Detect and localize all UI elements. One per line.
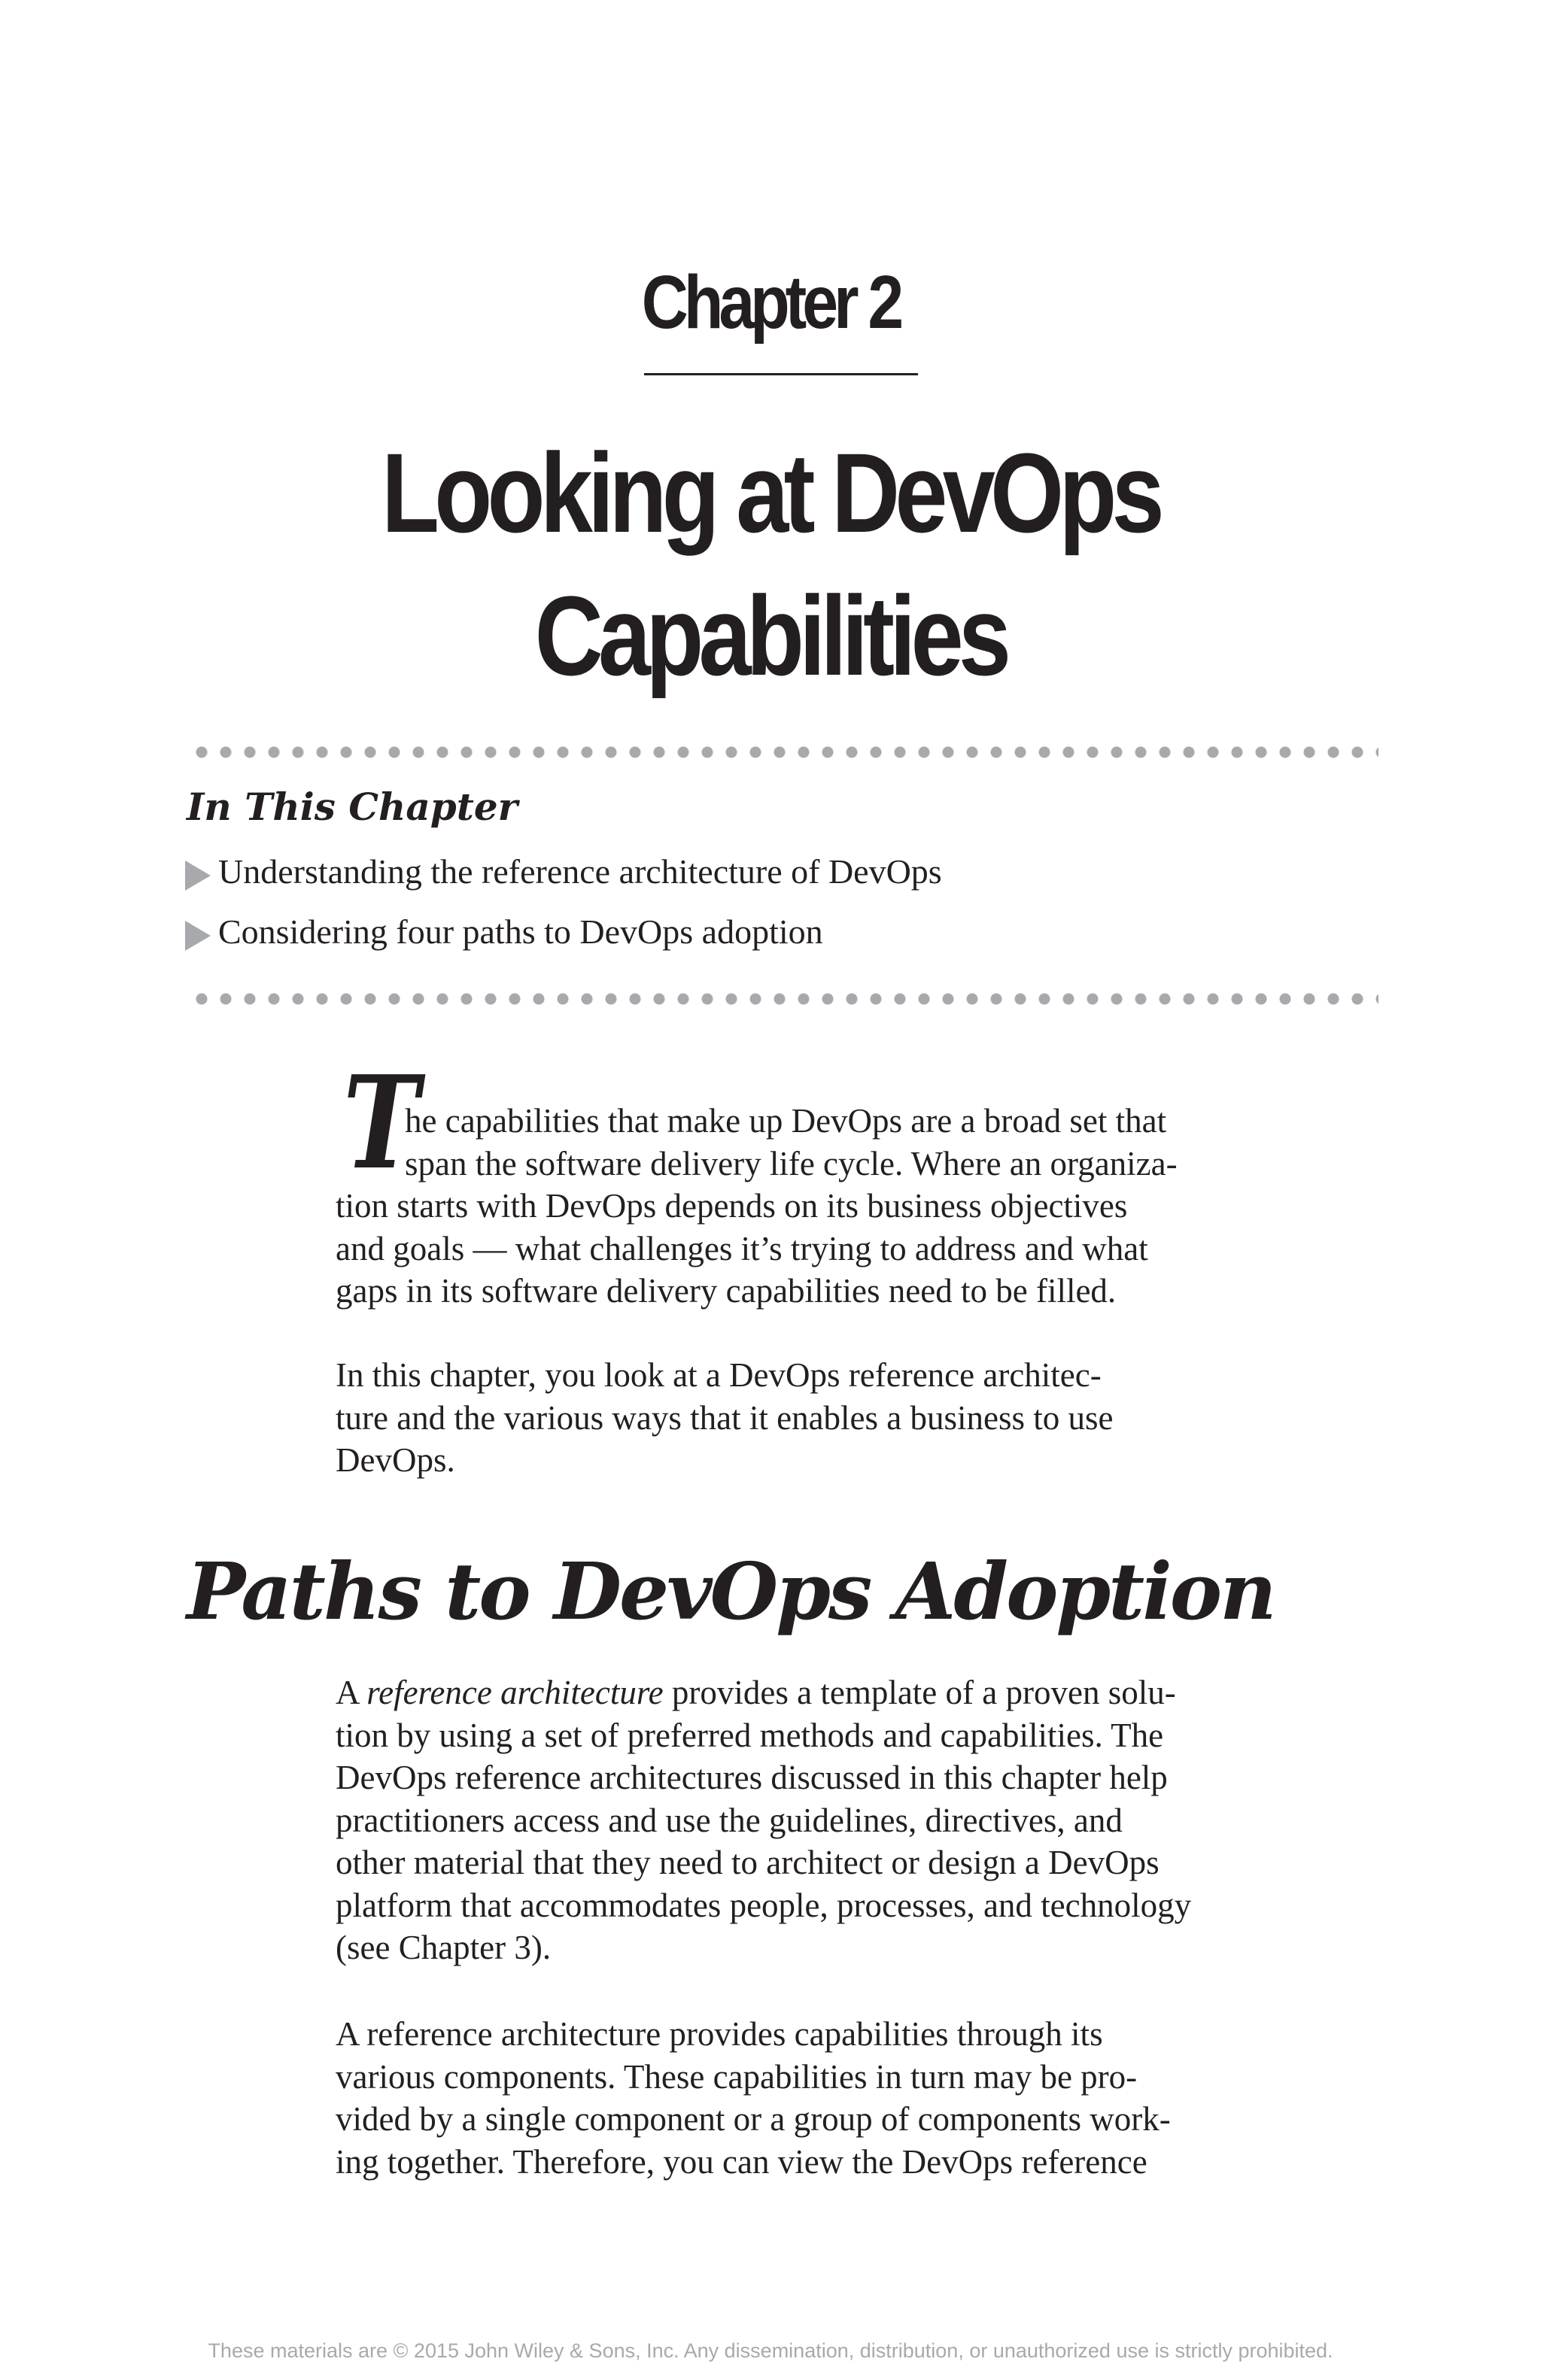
right-triangle-icon bbox=[185, 921, 211, 951]
text-line: and goals — what challenges it’s trying to address and what bbox=[336, 1229, 1148, 1267]
section-paragraph-2 bbox=[336, 2013, 1389, 2183]
text-line: tion by using a set of preferred methods and capabilities. The bbox=[336, 1716, 1164, 1754]
chapter-label-underline bbox=[644, 373, 918, 375]
text-line: tion starts with DevOps depends on its business objectives bbox=[336, 1187, 1128, 1225]
list-item-text: Considering four paths to DevOps adoption bbox=[218, 912, 823, 951]
text-line: In this chapter, you look at a DevOps reference architec- bbox=[336, 1356, 1102, 1394]
text-segment: provides a template of a proven solu- bbox=[663, 1674, 1176, 1711]
text-line: DevOps reference architectures discussed in this chapter help bbox=[336, 1759, 1168, 1796]
dotted-divider-top bbox=[190, 746, 1378, 758]
text-line: he capabilities that make up DevOps are a broad set that bbox=[405, 1102, 1167, 1140]
text-line: (see Chapter 3). bbox=[336, 1929, 552, 1966]
text-line: various components. These capabilities in turn may be pro- bbox=[336, 2057, 1138, 2096]
text-line: DevOps. bbox=[336, 1441, 455, 1479]
text-line: platform that accommodates people, processes, and technology bbox=[336, 1886, 1192, 1924]
text-segment: A bbox=[336, 1674, 367, 1711]
section-paragraph-1 bbox=[336, 1671, 1389, 1969]
text-line: ture and the various ways that it enables a business to use bbox=[336, 1398, 1114, 1437]
list-item-text: Understanding the reference architecture of DevOps bbox=[218, 852, 942, 891]
in-this-chapter-heading: In This Chapter bbox=[187, 785, 518, 829]
text-line bbox=[336, 1671, 1389, 1714]
italic-term: reference architecture bbox=[366, 1674, 664, 1711]
text-line: gaps in its software delivery capabilities need to be filled. bbox=[336, 1272, 1117, 1310]
intro-paragraph-2 bbox=[336, 1354, 1389, 1482]
text-line: span the software delivery life cycle. Where an organiza- bbox=[405, 1144, 1178, 1182]
chapter-title-line: Capabilities bbox=[534, 572, 1007, 699]
list-item bbox=[185, 912, 942, 972]
right-triangle-icon bbox=[185, 861, 211, 891]
drop-cap: T bbox=[343, 1048, 420, 1198]
chapter-topics-list bbox=[185, 852, 942, 972]
text-line: other material that they need to architect or design a DevOps bbox=[336, 1844, 1160, 1881]
copyright-footer: These materials are © 2015 John Wiley & Sons, Inc. Any dissemination, distribution, or unauthorized use is strictly prohibited. bbox=[208, 2339, 1333, 2362]
chapter-title bbox=[123, 421, 1418, 707]
text-line: ing together. Therefore, you can view the DevOps reference bbox=[336, 2142, 1147, 2181]
dotted-divider-bottom bbox=[190, 993, 1378, 1005]
text-line: A reference architecture provides capabilities through its bbox=[336, 2015, 1103, 2053]
list-item bbox=[185, 852, 942, 912]
chapter-label: Chapter 2 bbox=[641, 260, 900, 345]
text-line: practitioners access and use the guidelines, directives, and bbox=[336, 1801, 1123, 1839]
text-line: vided by a single component or a group of components work- bbox=[336, 2100, 1171, 2138]
chapter-title-line: Looking at DevOps bbox=[381, 430, 1160, 556]
intro-paragraph-1 bbox=[336, 1100, 1389, 1313]
section-heading: Paths to DevOps Adoption bbox=[187, 1545, 1275, 1638]
